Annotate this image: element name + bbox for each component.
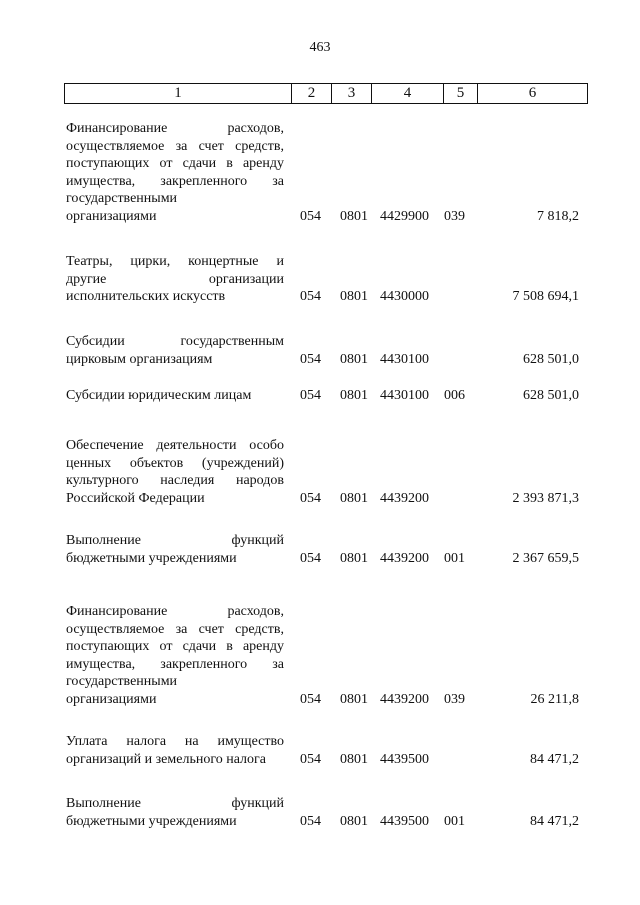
- description-line: Обеспечение деятельности особо: [66, 438, 284, 453]
- cell-c2: 054: [300, 351, 321, 367]
- cell-c5: 001: [444, 813, 465, 829]
- cell-c4: 4439500: [380, 751, 429, 767]
- cell-c4: 4439200: [380, 691, 429, 707]
- description-line: Финансирование расходов,: [66, 121, 284, 136]
- description-line: государственными: [66, 191, 178, 206]
- description-line: имущества, закрепленного за: [66, 173, 284, 189]
- description-line: Театры, цирки, концертные и: [66, 254, 284, 269]
- column-header-row: [65, 84, 588, 104]
- cell-c5: 006: [444, 388, 465, 403]
- cell-c3: 0801: [340, 550, 368, 566]
- cell-c3: 0801: [340, 490, 368, 506]
- cell-c4: 4430100: [380, 351, 429, 367]
- column-header-4: 4: [372, 84, 444, 104]
- description-line: ценных объектов (учреждений): [66, 455, 284, 471]
- row-description: [66, 387, 284, 405]
- description-line: организаций и земельного налога: [66, 751, 266, 767]
- cell-c4: 4429900: [380, 208, 429, 224]
- cell-c2: 054: [300, 388, 321, 403]
- table-row: [0, 253, 640, 306]
- cell-c3: 0801: [340, 813, 368, 829]
- page-number: 463: [309, 40, 331, 55]
- description-line: Субсидии юридическим лицам: [66, 388, 252, 403]
- description-line: государственными: [66, 674, 178, 689]
- description-line: имущества, закрепленного за: [66, 656, 284, 672]
- column-header-6: 6: [478, 84, 588, 104]
- description-line: поступающих от сдачи в аренду: [66, 156, 284, 171]
- cell-c6: 26 211,8: [530, 691, 579, 707]
- cell-c6: 84 471,2: [530, 751, 579, 767]
- cell-c6: 2 367 659,5: [512, 550, 579, 566]
- cell-c6: 84 471,2: [530, 813, 579, 829]
- description-line: Субсидии государственным: [66, 334, 284, 349]
- table-row: [0, 603, 640, 708]
- cell-c3: 0801: [340, 208, 368, 224]
- table-row: [0, 795, 640, 830]
- cell-c3: 0801: [340, 289, 368, 304]
- row-description: [66, 795, 284, 830]
- column-header-1: 1: [65, 84, 292, 104]
- description-line: поступающих от сдачи в аренду: [66, 639, 284, 654]
- cell-c6: 7 508 694,1: [512, 289, 579, 304]
- cell-c3: 0801: [340, 691, 368, 707]
- cell-c5: 001: [444, 550, 465, 566]
- cell-c2: 054: [300, 289, 321, 304]
- table-row: [0, 120, 640, 225]
- cell-c3: 0801: [340, 351, 368, 367]
- cell-c2: 054: [300, 751, 321, 767]
- cell-c6: 7 818,2: [537, 208, 579, 224]
- column-header-2: 2: [292, 84, 332, 104]
- description-line: Финансирование расходов,: [66, 604, 284, 619]
- cell-c5: 039: [444, 208, 465, 224]
- table-row: [0, 437, 640, 507]
- row-description: [66, 532, 284, 567]
- cell-c6: 628 501,0: [523, 351, 579, 367]
- cell-c6: 2 393 871,3: [512, 490, 579, 506]
- cell-c2: 054: [300, 550, 321, 566]
- row-description: [66, 437, 284, 507]
- cell-c4: 4439200: [380, 490, 429, 506]
- column-header-table: [64, 83, 588, 104]
- cell-c3: 0801: [340, 388, 368, 403]
- cell-c3: 0801: [340, 751, 368, 767]
- description-line: Выполнение функций: [66, 533, 284, 548]
- description-line: бюджетными учреждениями: [66, 813, 237, 829]
- description-line: другие организации: [66, 271, 284, 287]
- cell-c2: 054: [300, 813, 321, 829]
- row-description: [66, 253, 284, 306]
- cell-c5: 039: [444, 691, 465, 707]
- description-line: организациями: [66, 691, 157, 707]
- description-line: исполнительских искусств: [66, 289, 226, 304]
- description-line: цирковым организациям: [66, 351, 213, 367]
- cell-c4: 4430100: [380, 388, 429, 403]
- description-line: бюджетными учреждениями: [66, 550, 237, 566]
- cell-c6: 628 501,0: [523, 388, 579, 403]
- cell-c2: 054: [300, 490, 321, 506]
- cell-c2: 054: [300, 208, 321, 224]
- description-line: культурного наследия народов: [66, 473, 284, 488]
- description-line: осуществляемое за счет средств,: [66, 621, 284, 637]
- row-description: [66, 333, 284, 368]
- description-line: Уплата налога на имущество: [66, 734, 284, 749]
- column-header-5: 5: [444, 84, 478, 104]
- cell-c2: 054: [300, 691, 321, 707]
- table-row: [0, 733, 640, 768]
- row-description: [66, 603, 284, 708]
- column-header-3: 3: [332, 84, 372, 104]
- row-description: [66, 733, 284, 768]
- cell-c4: 4439500: [380, 813, 429, 829]
- description-line: осуществляемое за счет средств,: [66, 138, 284, 154]
- row-description: [66, 120, 284, 225]
- table-row: [0, 333, 640, 368]
- table-row: [0, 532, 640, 567]
- description-line: организациями: [66, 208, 157, 224]
- cell-c4: 4430000: [380, 289, 429, 304]
- description-line: Выполнение функций: [66, 796, 284, 811]
- cell-c4: 4439200: [380, 550, 429, 566]
- table-row: [0, 387, 640, 405]
- description-line: Российской Федерации: [66, 490, 205, 506]
